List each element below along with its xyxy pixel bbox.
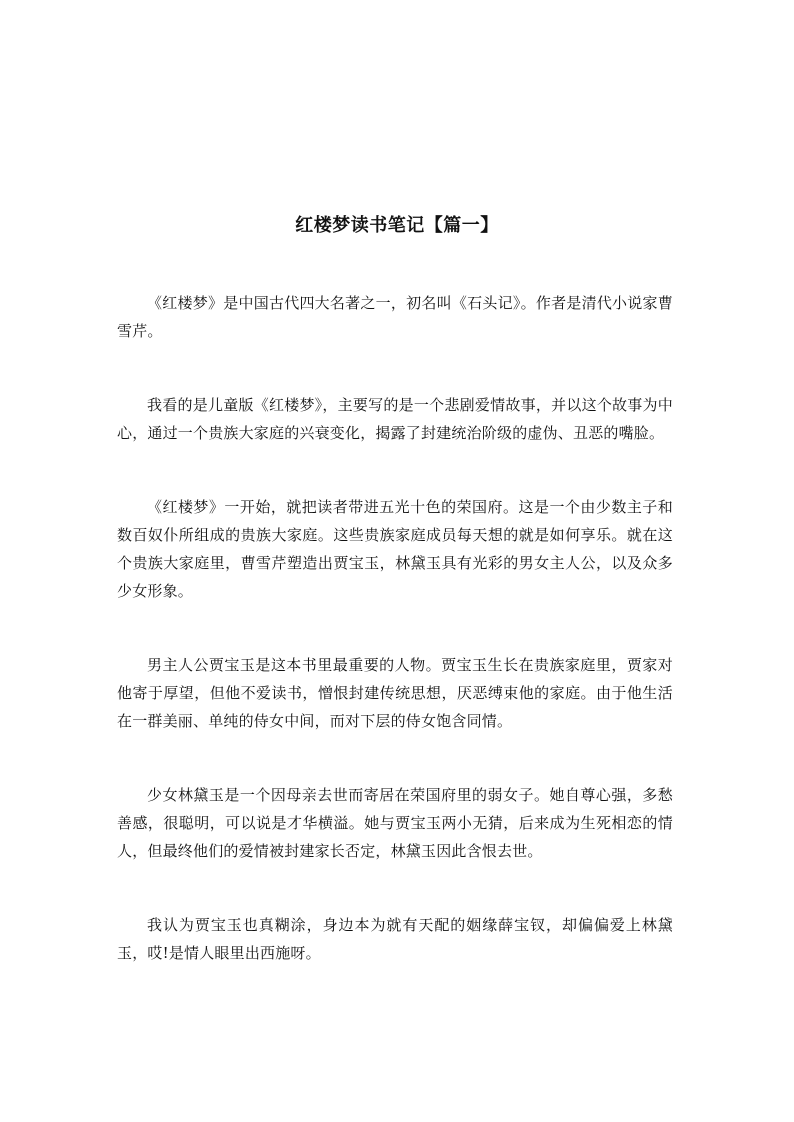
paragraph-2: 我看的是儿童版《红楼梦》，主要写的是一个悲剧爱情故事，并以这个故事为中心，通过一个贵族大家庭的兴衰变化，揭露了封建统治阶级的虚伪、丑恶的嘴脸。 bbox=[117, 396, 673, 442]
document-title: 红楼梦读书笔记【篇一】 bbox=[295, 215, 499, 236]
paragraph-6: 我认为贾宝玉也真糊涂，身边本为就有天配的姻缘薛宝钗，却偏偏爱上林黛玉，哎!是情人眼里出西施呀。 bbox=[117, 916, 673, 962]
paragraph-5: 少女林黛玉是一个因母亲去世而寄居在荣国府里的弱女子。她自尊心强，多愁善感，很聪明，可以说是才华横溢。她与贾宝玉两小无猜，后来成为生死相恋的情人，但最终他们的爱情被封建家长否定，林黛玉因此含恨去世。 bbox=[117, 786, 673, 860]
paragraph-1: 《红楼梦》是中国古代四大名著之一，初名叫《石头记》。作者是清代小说家曹雪芹。 bbox=[117, 294, 673, 340]
paragraph-4: 男主人公贾宝玉是这本书里最重要的人物。贾宝玉生长在贵族家庭里，贾家对他寄于厚望，但他不爱读书，憎恨封建传统思想，厌恶缚束他的家庭。由于他生活在一群美丽、单纯的侍女中间，而对下层的侍女饱含同情。 bbox=[117, 656, 673, 730]
document-body bbox=[117, 289, 673, 967]
paragraph-3: 《红楼梦》一开始，就把读者带进五光十色的荣国府。这是一个由少数主子和数百奴仆所组成的贵族大家庭。这些贵族家庭成员每天想的就是如何享乐。就在这个贵族大家庭里，曹雪芹塑造出贾宝玉，林黛玉具有光彩的男女主人公，以及众多少女形象。 bbox=[117, 498, 673, 600]
